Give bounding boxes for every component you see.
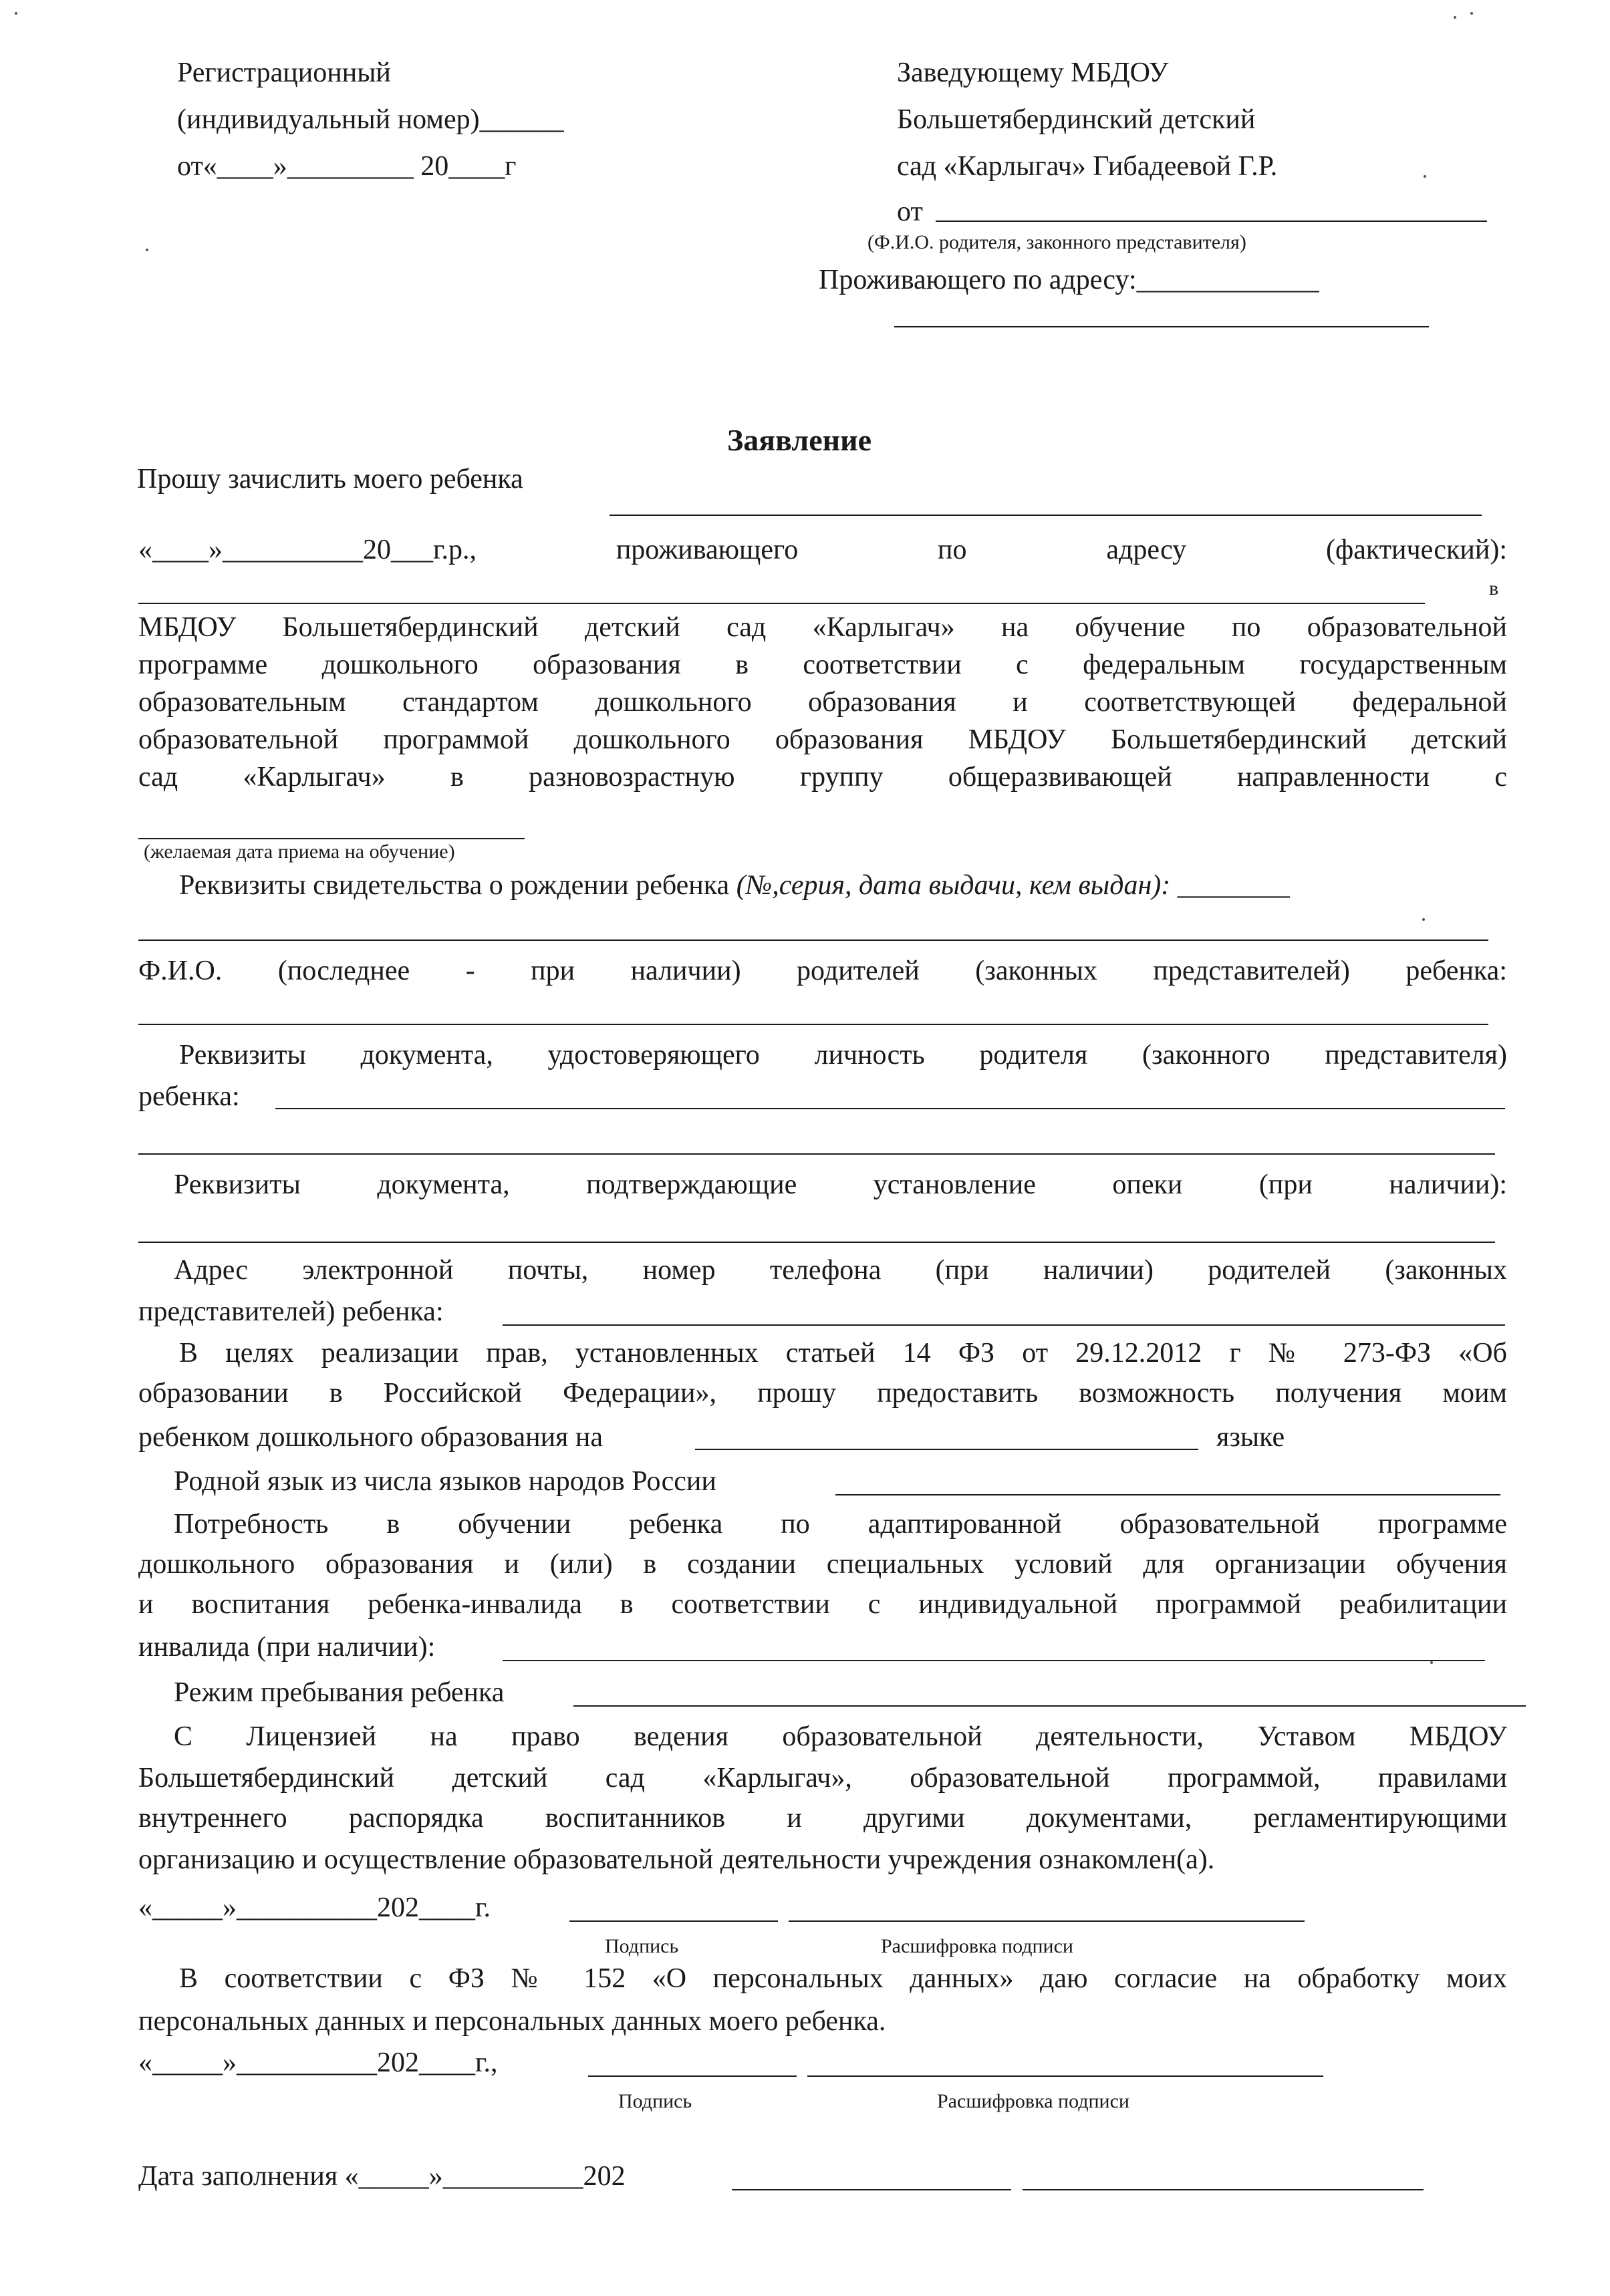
actual-address-field[interactable] bbox=[138, 603, 1425, 604]
id-doc-label: Реквизиты документа, удостоверяющего личность родителя (законного представителя) bbox=[179, 1040, 1507, 1070]
guardianship-field[interactable] bbox=[138, 1242, 1495, 1243]
scan-speck bbox=[1430, 1661, 1433, 1664]
parent-name-field[interactable] bbox=[936, 221, 1487, 222]
birth-cert-field[interactable] bbox=[138, 940, 1488, 941]
addressee-line-2: Большетябердинский детский bbox=[897, 104, 1256, 135]
needs-line: и воспитания ребенка-инвалида в соответствии с индивидуальной программой реабилитации bbox=[138, 1589, 1507, 1620]
addressee-line-1: Заведующему МБДОУ bbox=[897, 57, 1169, 88]
body-line: образовательным стандартом дошкольного образования и соответствующей федеральной bbox=[138, 687, 1507, 718]
enroll-request-label: Прошу зачислить моего ребенка bbox=[137, 464, 523, 494]
contacts-label: Адрес электронной почты, номер телефона (при наличии) родителей (законных bbox=[174, 1255, 1507, 1286]
id-doc-label-2: ребенка: bbox=[138, 1081, 240, 1112]
residing-address-field[interactable]: Проживающего по адресу:_____________ bbox=[819, 265, 1319, 295]
birth-cert-hint: (№,серия, дата выдачи, кем выдан): bbox=[736, 870, 1171, 901]
individual-number-field[interactable]: (индивидуальный номер)______ bbox=[177, 104, 564, 135]
registration-label: Регистрационный bbox=[177, 57, 391, 88]
sign1-signature-caption: Подпись bbox=[605, 1935, 679, 1957]
parent-name-caption: (Ф.И.О. родителя, законного представителя) bbox=[867, 231, 1246, 253]
birth-cert-label-text: Реквизиты свидетельства о рождении ребенка bbox=[179, 870, 730, 901]
scan-speck bbox=[146, 249, 148, 251]
sign2-date-field[interactable]: «_____»__________202____г., bbox=[138, 2047, 498, 2078]
fill-date-field[interactable]: Дата заполнения «_____»__________202 bbox=[138, 2161, 626, 2192]
stay-mode-label: Режим пребывания ребенка bbox=[174, 1677, 505, 1708]
scan-speck bbox=[1422, 918, 1425, 921]
personal-data-line: В соответствии с ФЗ № 152 «О персональных данных» даю согласие на обработку моих bbox=[179, 1963, 1507, 1994]
body-line: программе дошкольного образования в соответствии с федеральным государственным bbox=[138, 650, 1507, 680]
education-language-field[interactable] bbox=[695, 1449, 1198, 1450]
from-label: от bbox=[897, 196, 923, 227]
lang-education-label: ребенком дошкольного образования на bbox=[138, 1422, 603, 1453]
desired-admission-date-field[interactable] bbox=[138, 838, 525, 839]
sign1-date-field[interactable]: «_____»__________202____г. bbox=[138, 1892, 491, 1923]
needs-field[interactable] bbox=[503, 1660, 1485, 1661]
fill-decoding-field[interactable] bbox=[1023, 2189, 1424, 2190]
license-line: Большетябердинский детский сад «Карлыгач», образовательной программой, правилами bbox=[138, 1763, 1507, 1793]
sign1-decoding-caption: Расшифровка подписи bbox=[881, 1935, 1073, 1957]
fill-signature-field[interactable] bbox=[732, 2189, 1011, 2190]
scan-speck bbox=[1424, 175, 1426, 178]
document-title: Заявление bbox=[727, 423, 872, 457]
registration-date-field[interactable]: от«____»_________ 20____г bbox=[177, 151, 517, 182]
lang-rights-line: образовании в Российской Федерации», прошу предоставить возможность получения моим bbox=[138, 1378, 1507, 1409]
birth-cert-label bbox=[179, 871, 1290, 899]
license-line: С Лицензией на право ведения образовательной деятельности, Уставом МБДОУ bbox=[174, 1721, 1507, 1752]
child-birth-and-address-line: «____»__________20___г.р., проживающего по адресу (фактический): bbox=[138, 535, 1507, 565]
child-name-field[interactable] bbox=[610, 515, 1482, 516]
id-doc-field[interactable] bbox=[275, 1108, 1505, 1109]
desired-date-caption: (желаемая дата приема на обучение) bbox=[144, 841, 455, 863]
guardianship-label: Реквизиты документа, подтверждающие установление опеки (при наличии): bbox=[174, 1169, 1507, 1200]
personal-data-line-2: персональных данных и персональных данных моего ребенка. bbox=[138, 2006, 886, 2037]
scan-speck bbox=[1454, 16, 1456, 19]
sign1-decoding-field[interactable] bbox=[789, 1920, 1305, 1922]
needs-line: дошкольного образования и (или) в создании специальных условий для организации обучения bbox=[138, 1549, 1507, 1580]
parents-fio-label: Ф.И.О. (последнее - при наличии) родителей (законных представителей) ребенка: bbox=[138, 956, 1507, 986]
needs-label-4: инвалида (при наличии): bbox=[138, 1632, 436, 1663]
license-line: внутреннего распорядка воспитанников и другими документами, регламентирующими bbox=[138, 1803, 1507, 1834]
sign2-decoding-caption: Расшифровка подписи bbox=[937, 2090, 1129, 2112]
stay-mode-field[interactable] bbox=[573, 1705, 1526, 1707]
id-doc-field-2[interactable] bbox=[138, 1153, 1495, 1155]
body-line: образовательной программой дошкольного образования МБДОУ Большетябердинский детский bbox=[138, 724, 1507, 755]
sign2-decoding-field[interactable] bbox=[807, 2075, 1323, 2077]
sign2-signature-caption: Подпись bbox=[618, 2090, 692, 2112]
contacts-label-2: представителей) ребенка: bbox=[138, 1296, 444, 1327]
body-line: МБДОУ Большетябердинский детский сад «Карлыгач» на обучение по образовательной bbox=[138, 612, 1507, 643]
parents-fio-field[interactable] bbox=[138, 1024, 1488, 1025]
body-line: сад «Карлыгач» в разновозрастную группу общеразвивающей направленности с bbox=[138, 762, 1507, 793]
addressee-line-3: сад «Карлыгач» Гибадеевой Г.Р. bbox=[897, 151, 1278, 182]
lang-rights-line: В целях реализации прав, установленных статьей 14 ФЗ от 29.12.2012 г № 273-ФЗ «Об bbox=[179, 1338, 1507, 1369]
native-language-field[interactable] bbox=[835, 1494, 1500, 1495]
lang-suffix: языке bbox=[1216, 1422, 1285, 1453]
sign1-signature-field[interactable] bbox=[569, 1920, 778, 1922]
preposition-v: в bbox=[1489, 577, 1499, 599]
native-lang-label: Родной язык из числа языков народов России bbox=[174, 1466, 716, 1497]
birth-cert-field-start[interactable]: ________ bbox=[1177, 870, 1290, 901]
scan-speck bbox=[1470, 12, 1473, 15]
license-line-4: организацию и осуществление образовательной деятельности учреждения ознакомлен(а). bbox=[138, 1844, 1215, 1875]
address-line-2-field[interactable] bbox=[894, 326, 1429, 327]
needs-line: Потребность в обучении ребенка по адаптированной образовательной программе bbox=[174, 1509, 1507, 1540]
scan-speck bbox=[15, 12, 17, 15]
sign2-signature-field[interactable] bbox=[588, 2075, 797, 2077]
contacts-field[interactable] bbox=[503, 1324, 1505, 1326]
